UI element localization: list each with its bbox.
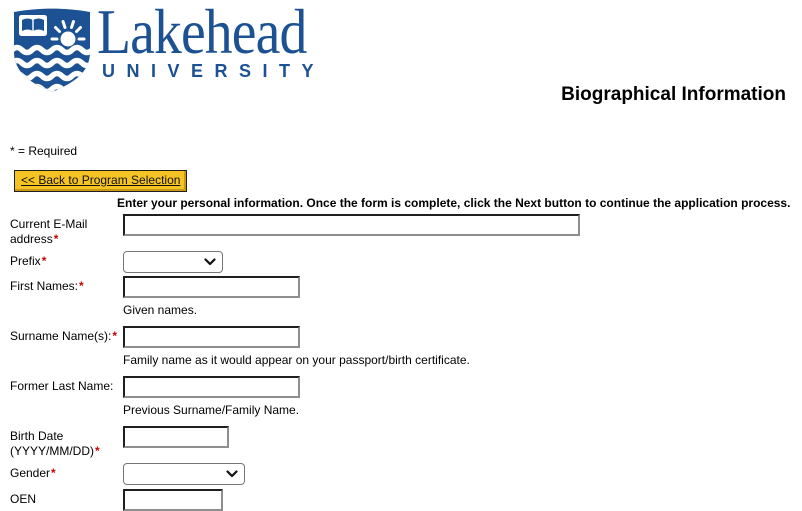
university-wordmark: UNIVERSITY [102,61,326,81]
required-asterisk: * [79,279,84,294]
field-row-oen [10,489,802,511]
prefix-select[interactable] [123,251,223,273]
first-names-input[interactable] [123,276,300,298]
surname-input[interactable] [123,326,300,348]
chevron-down-icon [226,470,238,478]
lakehead-shield-logo [10,6,94,94]
field-row-gender [10,463,802,485]
page-header [0,0,802,140]
field-row-birth-date [10,426,802,459]
form-content [0,144,802,511]
birth-date-label: Birth Date (YYYY/MM/DD)* [10,429,100,459]
required-asterisk: * [112,329,118,344]
field-row-email [10,214,802,247]
chevron-down-icon [204,258,216,266]
field-row-first-names [10,276,802,317]
email-label: Current E-Mail address* [10,217,88,247]
required-asterisk: * [95,444,100,459]
birth-date-input[interactable] [123,426,229,448]
required-note: * = Required [10,144,78,158]
surname-hint: Family name as it would appear on your passport/birth certificate. [123,353,470,368]
former-last-name-input[interactable] [123,376,300,398]
required-asterisk: * [41,254,47,269]
oen-label: OEN [10,492,37,507]
surname-label: Surname Name(s):* [10,329,118,344]
first-names-label: First Names:* [10,279,84,294]
field-row-prefix [10,251,802,273]
field-row-former-last-name [10,376,802,417]
required-asterisk: * [51,466,56,481]
former-last-name-hint: Previous Surname/Family Name. [123,403,300,418]
email-input[interactable] [123,214,580,236]
lakehead-wordmark: Lakehead [97,0,307,67]
field-row-surname [10,326,802,367]
required-asterisk: * [53,232,59,247]
given-names-hint: Given names. [123,303,198,318]
gender-select[interactable] [123,463,245,485]
oen-input[interactable] [123,489,223,511]
gender-label: Gender* [10,466,56,481]
instructions-text: Enter your personal information. Once the form is complete, click the Next button to continue the application process. [117,196,791,210]
former-last-name-label: Former Last Name: [10,379,114,394]
back-to-program-selection-button[interactable] [14,170,187,192]
prefix-label: Prefix* [10,254,47,269]
back-link-label: << Back to Program Selection [21,173,181,187]
page-title: Biographical Information [561,84,786,105]
